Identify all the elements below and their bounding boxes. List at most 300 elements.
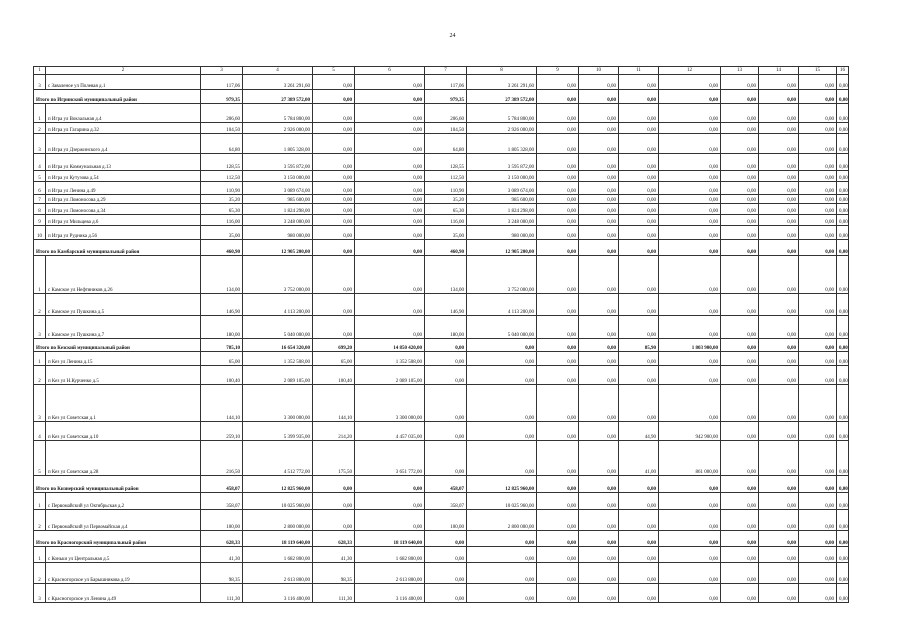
table-cell: 0,00 <box>721 104 759 123</box>
table-cell: 0,00 <box>799 366 837 385</box>
table-cell: 1 805 328,00 <box>467 134 537 154</box>
table-cell: 2 800 000,00 <box>243 510 313 531</box>
district-total-label: Итого по Красногорский муниципальный район <box>34 531 201 547</box>
address-cell: с Камское ул Нефтяников д.26 <box>46 256 201 294</box>
table-body <box>34 67 849 603</box>
table-cell: 0,00 <box>579 256 619 294</box>
table-row <box>34 134 849 154</box>
table-row <box>34 104 849 123</box>
table-cell: 0,00 <box>619 75 659 90</box>
table-cell: 0,00 <box>537 385 579 422</box>
row-number: 2 <box>34 563 46 584</box>
table-cell: 0,00 <box>579 422 619 441</box>
table-cell: 0,00 <box>659 240 721 256</box>
table-cell: 458,07 <box>201 476 243 493</box>
row-number: 3 <box>34 75 46 90</box>
table-cell: 12 825 960,00 <box>467 476 537 493</box>
table-cell: 0,00 <box>537 240 579 256</box>
table-cell: 0,00 <box>759 90 799 104</box>
table-cell: 0,00 <box>837 584 849 603</box>
row-number: 10 <box>34 226 46 240</box>
table-cell: 5 399 935,00 <box>243 422 313 441</box>
table-cell: 3 595 872,00 <box>243 154 313 171</box>
table-cell: 0,00 <box>799 547 837 563</box>
table-cell: 0,00 <box>759 294 799 316</box>
table-cell: 0,00 <box>659 366 721 385</box>
address-cell: п Кез ул Советская д.10 <box>46 422 201 441</box>
table-cell: 0,00 <box>537 215 579 226</box>
table-cell: 0,00 <box>425 563 467 584</box>
table-cell: 0,00 <box>537 294 579 316</box>
table-cell: 0,00 <box>759 385 799 422</box>
table-cell: 180,00 <box>425 316 467 339</box>
table-cell: 460,90 <box>201 240 243 256</box>
table-cell: 0,00 <box>721 195 759 204</box>
address-cell: п Игра ул Гагарина д.32 <box>46 123 201 134</box>
table-cell: 0,00 <box>837 90 849 104</box>
address-cell: с Коньки ул Центральная д.5 <box>46 547 201 563</box>
row-number: 3 <box>34 134 46 154</box>
table-cell: 2 926 000,00 <box>243 123 313 134</box>
table-cell: 3 752 000,00 <box>467 256 537 294</box>
table-cell: 214,20 <box>313 422 355 441</box>
table-cell: 0,00 <box>537 339 579 352</box>
table-cell: 0,00 <box>837 75 849 90</box>
table-cell: 0,00 <box>537 154 579 171</box>
table-row <box>34 123 849 134</box>
table-cell: 0,00 <box>537 134 579 154</box>
table-cell: 0,00 <box>721 441 759 476</box>
header-cell: 8 <box>467 67 537 75</box>
table-cell: 0,00 <box>355 171 425 182</box>
address-cell: п Игра ул Кутузова д.54 <box>46 171 201 182</box>
table-cell: 0,00 <box>721 422 759 441</box>
table-cell: 0,00 <box>659 134 721 154</box>
table-cell: 0,00 <box>579 240 619 256</box>
table-cell: 0,00 <box>537 75 579 90</box>
table-cell: 2 089 105,00 <box>243 366 313 385</box>
table-cell: 3 595 872,00 <box>467 154 537 171</box>
table-cell: 0,00 <box>659 531 721 547</box>
table-row <box>34 204 849 215</box>
table-cell: 2 613 800,00 <box>355 563 425 584</box>
table-cell: 0,00 <box>721 171 759 182</box>
table-cell: 0,00 <box>579 352 619 366</box>
table-cell: 0,00 <box>759 75 799 90</box>
table-cell: 4 512 772,00 <box>243 441 313 476</box>
table-cell: 0,00 <box>837 123 849 134</box>
table-cell: 0,00 <box>313 476 355 493</box>
table-cell: 0,00 <box>579 195 619 204</box>
table-cell: 27 389 572,00 <box>243 90 313 104</box>
table-cell: 0,00 <box>721 75 759 90</box>
table-cell: 3 150 000,00 <box>467 171 537 182</box>
table-cell: 0,00 <box>721 182 759 195</box>
table-cell: 5 784 800,00 <box>243 104 313 123</box>
table-cell: 0,00 <box>837 226 849 240</box>
table-cell: 0,00 <box>759 493 799 510</box>
row-number: 5 <box>34 171 46 182</box>
table-cell: 10 025 960,00 <box>467 493 537 510</box>
address-cell: п Кез ул Советская д.1 <box>46 385 201 422</box>
table-cell: 0,00 <box>579 316 619 339</box>
table-cell: 0,00 <box>799 75 837 90</box>
row-number: 4 <box>34 422 46 441</box>
table-cell: 4 457 035,00 <box>355 422 425 441</box>
table-cell: 65,00 <box>313 352 355 366</box>
table-cell: 0,00 <box>537 256 579 294</box>
table-cell: 1 824 298,00 <box>467 204 537 215</box>
table-cell: 0,00 <box>837 154 849 171</box>
table-cell: 0,00 <box>313 240 355 256</box>
table-cell: 98,35 <box>201 563 243 584</box>
table-cell: 0,00 <box>799 510 837 531</box>
table-cell: 0,00 <box>799 256 837 294</box>
table-cell: 0,00 <box>425 547 467 563</box>
table-cell: 0,00 <box>579 226 619 240</box>
table-cell: 0,00 <box>537 352 579 366</box>
table-cell: 3 752 000,00 <box>243 256 313 294</box>
table-cell: 0,00 <box>313 316 355 339</box>
table-cell: 980 000,00 <box>243 226 313 240</box>
table-cell: 0,00 <box>837 195 849 204</box>
table-cell: 206,60 <box>201 104 243 123</box>
table-cell: 0,00 <box>659 352 721 366</box>
row-number: 5 <box>34 441 46 476</box>
table-cell: 0,00 <box>313 90 355 104</box>
address-cell: с Первомайский ул Первомайская д.4 <box>46 510 201 531</box>
table-cell: 0,00 <box>355 154 425 171</box>
table-row <box>34 171 849 182</box>
table-cell: 0,00 <box>837 294 849 316</box>
table-cell: 0,00 <box>537 422 579 441</box>
table-cell: 0,00 <box>355 104 425 123</box>
header-cell: 7 <box>425 67 467 75</box>
table-cell: 0,00 <box>759 154 799 171</box>
table-cell: 0,00 <box>759 422 799 441</box>
table-cell: 3 089 674,00 <box>243 182 313 195</box>
table-cell: 112,50 <box>425 171 467 182</box>
table-cell: 0,00 <box>579 493 619 510</box>
table-cell: 0,00 <box>619 104 659 123</box>
table-cell: 0,00 <box>313 171 355 182</box>
table-cell: 0,00 <box>619 563 659 584</box>
table-cell: 0,00 <box>467 366 537 385</box>
table-cell: 3 150 000,00 <box>243 171 313 182</box>
table-row <box>34 584 849 603</box>
table-cell: 0,00 <box>759 226 799 240</box>
table-row <box>34 182 849 195</box>
table-cell: 0,00 <box>355 215 425 226</box>
address-cell: с Камское ул Пушкина д.5 <box>46 294 201 316</box>
table-cell: 3 116 400,00 <box>243 584 313 603</box>
table-cell: 0,00 <box>837 104 849 123</box>
table-cell: 0,00 <box>619 493 659 510</box>
table-cell: 0,00 <box>619 215 659 226</box>
table-cell: 0,00 <box>759 204 799 215</box>
row-number: 1 <box>34 352 46 366</box>
table-cell: 3 116 400,00 <box>355 584 425 603</box>
table-cell: 0,00 <box>537 195 579 204</box>
table-cell: 0,00 <box>837 366 849 385</box>
table-cell: 0,00 <box>799 195 837 204</box>
table-cell: 0,00 <box>579 510 619 531</box>
table-cell: 0,00 <box>799 226 837 240</box>
table-cell: 0,00 <box>837 493 849 510</box>
address-cell: п Игра ул Ломоносова д.34 <box>46 204 201 215</box>
table-cell: 3 248 000,00 <box>467 215 537 226</box>
table-row <box>34 563 849 584</box>
table-cell: 0,00 <box>355 75 425 90</box>
table-cell: 18 119 640,00 <box>243 531 313 547</box>
table-cell: 0,00 <box>355 134 425 154</box>
table-cell: 0,00 <box>579 531 619 547</box>
table-cell: 0,00 <box>467 531 537 547</box>
table-cell: 0,00 <box>837 547 849 563</box>
table-cell: 128,55 <box>201 154 243 171</box>
table-cell: 1 352 508,00 <box>355 352 425 366</box>
table-row <box>34 547 849 563</box>
table-cell: 0,00 <box>467 352 537 366</box>
header-cell: 16 <box>837 67 849 75</box>
table-cell: 0,00 <box>355 476 425 493</box>
table-cell: 358,07 <box>201 493 243 510</box>
table-cell: 0,00 <box>537 510 579 531</box>
table-cell: 0,00 <box>579 339 619 352</box>
table-cell: 0,00 <box>721 204 759 215</box>
header-cell: 13 <box>721 67 759 75</box>
table-cell: 0,00 <box>759 195 799 204</box>
table-cell: 0,00 <box>579 547 619 563</box>
table-cell: 0,00 <box>619 240 659 256</box>
table-cell: 0,00 <box>579 584 619 603</box>
table-cell: 16 654 320,00 <box>243 339 313 352</box>
address-cell: с Красногорское ул Барышникова д.19 <box>46 563 201 584</box>
table-cell: 2 613 800,00 <box>243 563 313 584</box>
table-cell: 0,00 <box>619 366 659 385</box>
table-cell: 0,00 <box>799 123 837 134</box>
table-cell: 0,00 <box>467 339 537 352</box>
table-cell: 85,90 <box>619 339 659 352</box>
table-cell: 35,20 <box>425 195 467 204</box>
row-number: 7 <box>34 195 46 204</box>
table-cell: 0,00 <box>799 563 837 584</box>
table-cell: 1 803 900,00 <box>659 339 721 352</box>
table-cell: 0,00 <box>579 204 619 215</box>
table-cell: 0,00 <box>837 171 849 182</box>
subtotal-row <box>34 90 849 104</box>
table-cell: 0,00 <box>467 584 537 603</box>
address-cell: п Игра ул Вокзальная д.4 <box>46 104 201 123</box>
table-cell: 0,00 <box>721 584 759 603</box>
table-cell: 18 119 640,00 <box>355 531 425 547</box>
table-cell: 0,00 <box>799 584 837 603</box>
table-cell: 65,30 <box>201 204 243 215</box>
row-number: 3 <box>34 316 46 339</box>
table-cell: 0,00 <box>837 240 849 256</box>
table-cell: 0,00 <box>659 123 721 134</box>
table-cell: 0,00 <box>537 366 579 385</box>
row-number: 2 <box>34 123 46 134</box>
table-cell: 0,00 <box>313 182 355 195</box>
table-cell: 3 300 000,00 <box>355 385 425 422</box>
table-cell: 0,00 <box>837 134 849 154</box>
row-number: 1 <box>34 256 46 294</box>
table-cell: 0,00 <box>579 441 619 476</box>
table-cell: 0,00 <box>619 134 659 154</box>
table-cell: 44,90 <box>619 422 659 441</box>
address-cell: с Первомайский ул Октябрьская д.2 <box>46 493 201 510</box>
table-cell: 64,80 <box>425 134 467 154</box>
row-number: 4 <box>34 154 46 171</box>
table-cell: 0,00 <box>537 547 579 563</box>
table-cell: 100,40 <box>201 366 243 385</box>
table-cell: 458,07 <box>425 476 467 493</box>
table-cell: 628,33 <box>313 531 355 547</box>
header-cell: 6 <box>355 67 425 75</box>
table-row <box>34 316 849 339</box>
table-cell: 65,30 <box>425 204 467 215</box>
table-cell: 0,00 <box>659 204 721 215</box>
table-cell: 0,00 <box>721 215 759 226</box>
table-cell: 134,00 <box>201 256 243 294</box>
table-cell: 216,50 <box>201 441 243 476</box>
table-cell: 0,00 <box>837 531 849 547</box>
table-cell: 3 261 291,60 <box>243 75 313 90</box>
table-cell: 3 651 772,00 <box>355 441 425 476</box>
table-cell: 0,00 <box>721 240 759 256</box>
table-cell: 110,90 <box>201 182 243 195</box>
row-number: 2 <box>34 366 46 385</box>
header-cell: 1 <box>34 67 46 75</box>
table-cell: 41,00 <box>619 441 659 476</box>
table-cell: 0,00 <box>313 226 355 240</box>
table-cell: 0,00 <box>425 531 467 547</box>
table-cell: 0,00 <box>619 90 659 104</box>
table-cell: 0,00 <box>759 476 799 493</box>
table-cell: 0,00 <box>721 316 759 339</box>
address-cell: п Кез ул Ленина д.15 <box>46 352 201 366</box>
table-cell: 0,00 <box>837 256 849 294</box>
table-cell: 0,00 <box>759 352 799 366</box>
table-cell: 0,00 <box>355 123 425 134</box>
table-cell: 0,00 <box>759 584 799 603</box>
table-cell: 0,00 <box>313 154 355 171</box>
table-cell: 0,00 <box>721 547 759 563</box>
table-cell: 146,90 <box>201 294 243 316</box>
header-cell: 2 <box>46 67 201 75</box>
table-cell: 0,00 <box>579 385 619 422</box>
address-cell: с Заваленое ул Полевая д.1 <box>46 75 201 90</box>
table-cell: 460,90 <box>425 240 467 256</box>
housing-program-table <box>33 66 849 603</box>
row-number: 6 <box>34 182 46 195</box>
address-cell: п Игра ул Дзержинского д.4 <box>46 134 201 154</box>
table-cell: 0,00 <box>659 195 721 204</box>
table-cell: 0,00 <box>759 339 799 352</box>
table-cell: 10 025 960,00 <box>243 493 313 510</box>
row-number: 1 <box>34 547 46 563</box>
address-cell: с Красногорское ул Ленина д.49 <box>46 584 201 603</box>
table-cell: 0,00 <box>313 75 355 90</box>
table-cell: 0,00 <box>313 134 355 154</box>
table-cell: 0,00 <box>759 240 799 256</box>
table-cell: 0,00 <box>721 563 759 584</box>
table-cell: 0,00 <box>619 171 659 182</box>
table-cell: 0,00 <box>619 195 659 204</box>
table-cell: 0,00 <box>721 510 759 531</box>
table-cell: 117,06 <box>201 75 243 90</box>
table-row <box>34 215 849 226</box>
table-cell: 0,00 <box>619 547 659 563</box>
table-cell: 0,00 <box>579 215 619 226</box>
table-cell: 146,90 <box>425 294 467 316</box>
table-cell: 0,00 <box>759 123 799 134</box>
table-cell: 0,00 <box>659 256 721 294</box>
header-cell: 10 <box>579 67 619 75</box>
table-cell: 0,00 <box>659 493 721 510</box>
table-cell: 12 905 200,00 <box>243 240 313 256</box>
row-number: 8 <box>34 204 46 215</box>
table-cell: 12 905 200,00 <box>467 240 537 256</box>
subtotal-row <box>34 339 849 352</box>
table-cell: 0,00 <box>799 215 837 226</box>
table-cell: 0,00 <box>721 256 759 294</box>
table-cell: 985 600,00 <box>467 195 537 204</box>
table-cell: 0,00 <box>721 134 759 154</box>
table-cell: 0,00 <box>721 294 759 316</box>
table-cell: 180,00 <box>201 316 243 339</box>
table-cell: 0,00 <box>619 182 659 195</box>
table-cell: 0,00 <box>721 226 759 240</box>
table-cell: 0,00 <box>355 493 425 510</box>
table-cell: 0,00 <box>579 294 619 316</box>
table-row <box>34 226 849 240</box>
table-cell: 0,00 <box>579 134 619 154</box>
header-cell: 4 <box>243 67 313 75</box>
district-total-label: Итого по Кизнерский муниципальный район <box>34 476 201 493</box>
table-cell: 111,30 <box>313 584 355 603</box>
table-cell: 0,00 <box>619 204 659 215</box>
table-cell: 110,90 <box>425 182 467 195</box>
table-cell: 98,35 <box>313 563 355 584</box>
table-cell: 0,00 <box>467 563 537 584</box>
table-cell: 3 300 000,00 <box>243 385 313 422</box>
table-cell: 175,50 <box>313 441 355 476</box>
table-cell: 0,00 <box>425 584 467 603</box>
table-cell: 0,00 <box>579 171 619 182</box>
table-cell: 0,00 <box>313 294 355 316</box>
table-cell: 3 261 291,60 <box>467 75 537 90</box>
table-cell: 0,00 <box>721 154 759 171</box>
table-cell: 0,00 <box>799 531 837 547</box>
table-cell: 0,00 <box>799 154 837 171</box>
table-cell: 0,00 <box>579 90 619 104</box>
table-cell: 0,00 <box>799 182 837 195</box>
table-cell: 942 900,00 <box>659 422 721 441</box>
table-cell: 0,00 <box>313 256 355 294</box>
table-cell: 0,00 <box>619 123 659 134</box>
table-cell: 699,20 <box>313 339 355 352</box>
table-cell: 0,00 <box>313 104 355 123</box>
table-row <box>34 352 849 366</box>
table-cell: 628,33 <box>201 531 243 547</box>
table-cell: 35,20 <box>201 195 243 204</box>
table-cell: 0,00 <box>619 294 659 316</box>
table-cell: 0,00 <box>837 215 849 226</box>
table-cell: 259,10 <box>201 422 243 441</box>
table-cell: 785,10 <box>201 339 243 352</box>
